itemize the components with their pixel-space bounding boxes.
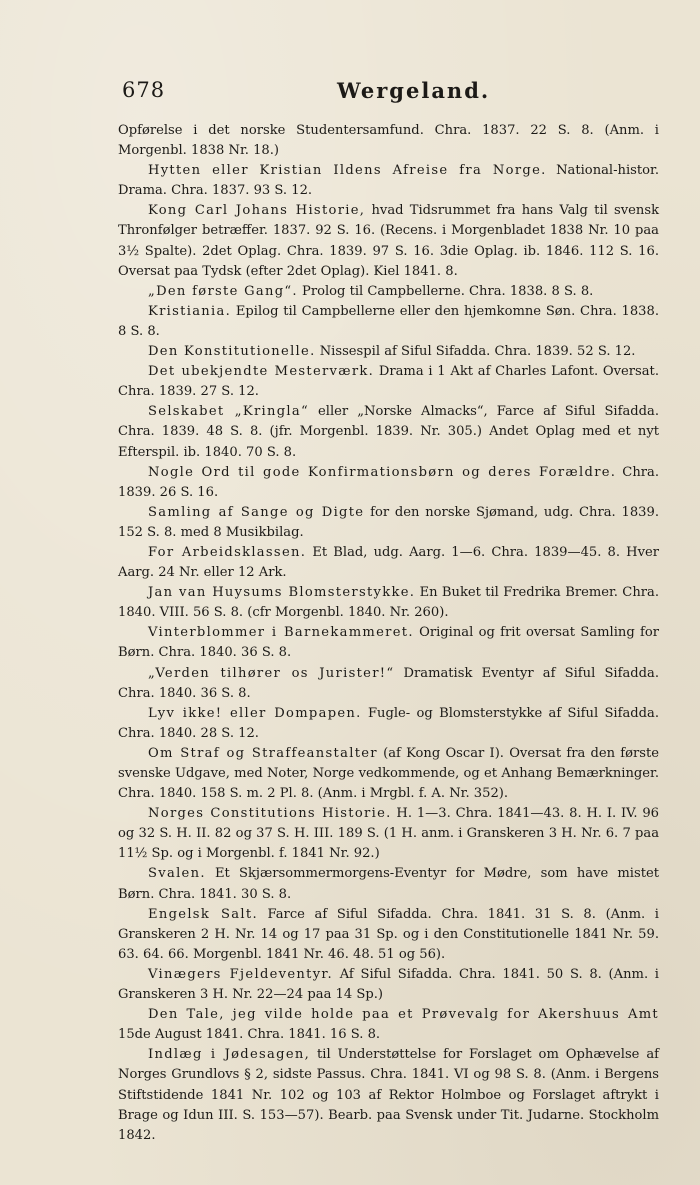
entry-text: (af Kong Oscar I). Oversat fra den første svenske Udgave, med Noter, Norge vedkommende, og et Anhang Bemærkninger. Chra. 1840. 158 S. m. 2 Pl. 8. (Anm. i Mrgbl. f. A. Nr. 352).	[118, 745, 660, 802]
entry-text: for den norske Sjømand, udg. Chra. 1839. 152 S. 8. med 8 Musikbilag.	[118, 504, 659, 540]
page-number: 678	[122, 78, 166, 102]
bibliography-entry	[118, 362, 659, 402]
entry-text: 15de August 1841. Chra. 1841. 16 S. 8.	[118, 1027, 381, 1043]
bibliography-entry	[118, 864, 659, 904]
bibliography-entry	[118, 121, 659, 161]
bibliography-entry	[118, 664, 659, 704]
entry-title: Engelsk Salt.	[148, 906, 258, 922]
bibliography-entry	[118, 201, 659, 281]
entry-text: Drama i 1 Akt af Charles Lafont. Oversat. Chra. 1839. 27 S. 12.	[118, 364, 659, 400]
entry-text: Dramatisk Eventyr af Siful Sifadda. Chra. 1840. 36 S. 8.	[118, 665, 659, 701]
entry-title: Kristiania.	[148, 303, 232, 319]
entry-title: Lyv ikke! eller Dompapen.	[148, 705, 362, 721]
bibliography-entry	[118, 804, 659, 864]
entry-text: til Understøttelse for Forslaget om Ophævelse af Norges Grundlovs § 2, sidste Passus. Chra. 1841. VI og 98 S. 8. (Anm. i Bergens Stiftstidende 1841 Nr. 102 og 103 af Rektor Holmboe og Forslaget aftrykt i Brage og Idun III. S. 153—57). Bearb. paa Svensk under Tit. Judarne. Stockholm 1842.	[118, 1047, 659, 1143]
entry-text: Chra. 1839. 26 S. 16.	[118, 464, 659, 500]
bibliography-entry	[118, 161, 659, 201]
bibliography-entry	[118, 583, 659, 623]
running-title: Wergeland.	[337, 78, 491, 103]
bibliography-entry	[118, 503, 659, 543]
entry-title: Samling af Sange og Digte	[148, 504, 365, 520]
entry-title: Selskabet „Kringla“	[148, 404, 310, 420]
entry-text: Opførelse i det norske Studentersamfund. Chra. 1837. 22 S. 8. (Anm. i Morgenbl. 1838 Nr. 18.)	[118, 123, 659, 159]
bibliography-entry	[118, 342, 659, 362]
entry-title: „Den første Gang“.	[148, 283, 298, 299]
entry-text: Farce af Siful Sifadda. Chra. 1841. 31 S. 8. (Anm. i Granskeren 2 H. Nr. 14 og 17 paa 31 Sp. og i den Constitutionelle 1841 Nr. 59. 63. 64. 66. Morgenbl. 1841 Nr. 46. 48. 51 og 56).	[118, 906, 659, 962]
entry-title: Nogle Ord til gode Konfirmationsbørn og deres Forældre.	[148, 464, 617, 480]
bibliography-entry	[118, 1005, 659, 1045]
entry-text: Et Skjærsommermorgens-Eventyr for Mødre, som have mistet Børn. Chra. 1841. 30 S. 8.	[118, 866, 659, 902]
bibliography-entry	[118, 543, 659, 583]
entry-title: Vinægers Fjeldeventyr.	[148, 966, 333, 982]
entry-title: „Verden tilhører os Jurister!“	[148, 665, 395, 681]
entry-text: Nissespil af Siful Sifadda. Chra. 1839. 52 S. 12.	[315, 344, 636, 360]
bibliography-entry	[118, 905, 659, 965]
bibliography-entry	[118, 1045, 659, 1145]
entry-text: En Buket til Fredrika Bremer. Chra. 1840. VIII. 56 S. 8. (cfr Morgenbl. 1840. Nr. 260).	[118, 585, 659, 621]
bibliography-entry	[118, 402, 659, 462]
entry-text: Af Siful Sifadda. Chra. 1841. 50 S. 8. (Anm. i Granskeren 3 H. Nr. 22—24 paa 14 Sp.)	[118, 966, 659, 1003]
entry-text: Et Blad, udg. Aarg. 1—6. Chra. 1839—45. 8. Hver Aarg. 24 Nr. eller 12 Ark.	[118, 544, 659, 581]
entry-text: National-histor. Drama. Chra. 1837. 93 S. 12.	[118, 163, 660, 199]
bibliography-entry	[118, 302, 659, 342]
entry-title: Det ubekjendte Mesterværk.	[148, 364, 375, 380]
entry-text: hvad Tidsrummet fra hans Valg til svensk Thronfølger betræffer. 1837. 92 S. 16. (Recens. i Morgenbladet 1838 Nr. 10 paa 3½ Spalte). 2det Oplag. Chra. 1839. 97 S. 16. 3die Oplag. ib. 1846. 112 S. 16. Oversat paa Tydsk (efter 2det Oplag). Kiel 1841. 8.	[118, 203, 660, 279]
entry-title: Kong Carl Johans Historie,	[148, 203, 366, 219]
entry-title: Den Tale, jeg vilde holde paa et Prøvevalg for Akershuus Amt	[148, 1007, 659, 1023]
entry-title: For Arbeidsklassen.	[148, 544, 307, 560]
page-header	[122, 78, 662, 108]
bibliography-entry	[118, 965, 659, 1005]
bibliography-entry	[118, 744, 659, 804]
entry-text: Prolog til Campbellerne. Chra. 1838. 8 S. 8.	[297, 283, 594, 299]
entry-title: Hytten eller Kristian Ildens Afreise fra Norge.	[148, 163, 547, 179]
entry-title: Den Konstitutionelle.	[148, 344, 316, 360]
entry-title: Om Straf og Straffeanstalter	[148, 745, 378, 761]
entry-title: Norges Constitutions Historie.	[148, 806, 392, 822]
entry-title: Vinterblommer i Barnekammeret.	[148, 625, 414, 641]
entry-title: Jan van Huysums Blomsterstykke.	[148, 585, 416, 601]
entry-text: Epilog til Campbellerne eller den hjemkomne Søn. Chra. 1838. 8 S. 8.	[118, 303, 659, 339]
entry-text: H. 1—3. Chra. 1841—43. 8. H. I. IV. 96 og 32 S. H. II. 82 og 37 S. H. III. 189 S. (1 H. anm. i Granskeren 3 H. Nr. 6. 7 paa 11½ Sp. og i Morgenbl. f. 1841 Nr. 92.)	[118, 806, 659, 862]
entry-text: Original og frit oversat Samling for Børn. Chra. 1840. 36 S. 8.	[118, 625, 660, 661]
entry-title: Indlæg i Jødesagen,	[148, 1047, 311, 1063]
entry-text: eller „Norske Almacks“, Farce af Siful Sifadda. Chra. 1839. 48 S. 8. (jfr. Morgenbl. 1839. Nr. 305.) Andet Oplag med et nyt Efterspil. ib. 1840. 70 S. 8.	[118, 404, 659, 460]
bibliography-entry	[118, 704, 659, 744]
entry-title: Svalen.	[148, 866, 206, 882]
bibliography-entry	[118, 463, 659, 503]
bibliography-text	[118, 121, 659, 1146]
bibliography-entry	[118, 282, 659, 302]
entry-text: Fugle- og Blomsterstykke af Siful Sifadda. Chra. 1840. 28 S. 12.	[118, 705, 660, 741]
bibliography-entry	[118, 623, 659, 663]
